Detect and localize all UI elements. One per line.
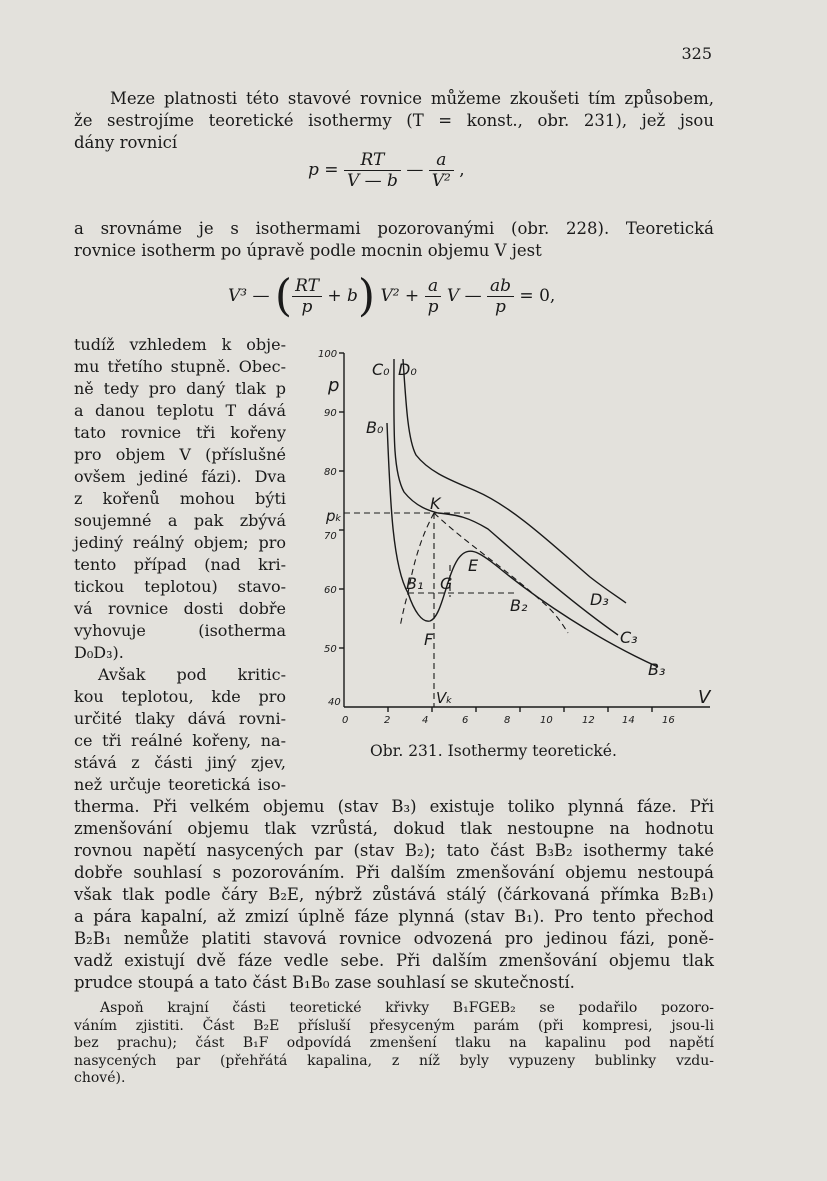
label-b1: B₁ [406,574,424,593]
text-line: nasycených par (přehřátá kapalina, z níž byly vypuzeny bublinky vzdu- [74,1052,714,1069]
x-tick-label: 0 [342,715,349,726]
text-line: stává z části jiný zjev, [74,753,286,772]
text-line: ně tedy pro daný tlak p [74,379,286,398]
text-line: tato rovnice tři kořeny [74,423,286,442]
text-line: a pára kapalní, až zmizí úplně fáze plynná (stav B₁). Pro tento přechod [74,907,714,926]
text-line: dány rovnicí [74,133,178,152]
label-b3: B₃ [648,660,666,679]
text-line: bez prachu); část B₁F odpovídá zmenšení tlaku na kapalinu pod napětí [74,1035,714,1051]
y-tick-label: 90 [324,408,337,419]
eq2-fraction-a [425,276,442,317]
text-line: tudíž vzhledem k obje- [74,335,286,354]
binodal-right [434,513,568,633]
eq1-fraction-a [429,150,454,191]
text-line: pro objem V (příslušné [74,445,286,464]
label-f: F [424,630,434,649]
page-number: 325 [681,44,712,63]
text-line: ovšem jediné fázi). Dva [74,467,286,486]
isotherm-figure [318,345,718,735]
eq2-fraction-ab [487,276,514,317]
text-line: však tlak podle čáry B₂E, nýbrž zůstává stálý (čárkovaná přímka B₂B₁) [74,885,714,904]
text-line: mu třetího stupně. Obec- [74,357,286,376]
label-c3: C₃ [620,628,638,647]
y-tick-label: 60 [324,585,337,596]
eq2-frac1-numerator: RT [292,276,322,297]
text-line: než určuje teoretická iso- [74,775,286,794]
binodal-left [400,513,434,627]
label-g: G [440,574,453,593]
eq1-frac2-denominator: V² [431,171,451,191]
eq2-v3: V³ — [228,286,270,306]
eq1-minus: — [406,160,424,180]
y-tick-label: 80 [324,467,337,478]
eq1-frac1-numerator: RT [344,150,401,171]
y-tick-label: 70 [324,531,337,542]
text-line: Aspoň krajní části teoretické křivky B₁FGEB₂ se podařilo pozoro- [100,1000,714,1016]
x-tick-label: 4 [422,715,429,726]
text-line: B₂B₁ nemůže platiti stavová rovnice odvozená pro jedinou fázi, poně- [74,929,714,948]
text-line: D₀D₃). [74,643,124,662]
eq1-frac1-denominator: V — b [346,171,398,191]
isotherm-c0-c3 [394,359,618,635]
text-line: váním zjistiti. Část B₂E přísluší přesyceným parám (při kompresi, jsou-li [74,1017,714,1034]
text-line: tento případ (nad kri- [74,555,286,574]
text-line: vadž existují dvě fáze vedle sebe. Při dalším zmenšování objemu tlak [74,951,714,970]
text-line: že sestrojíme teoretické isothermy (T = konst., obr. 231), jež jsou [74,111,714,130]
text-line: zmenšování objemu tlak vzrůstá, dokud tlak nestoupne na hodnotu [74,819,714,838]
label-c0: C₀ [372,360,390,379]
x-tick-label: 16 [662,715,675,726]
text-line: určité tlaky dává rovni- [74,709,286,728]
middle-paragraph [74,218,714,262]
text-line: rovnou napětí nasycených par (stav B₂); tato část B₃B₂ isothermy také [74,841,714,860]
eq2-frac3-denominator: p [495,297,506,317]
text-line: ce tři reálné kořeny, na- [74,731,286,750]
eq2-frac2-numerator: a [425,276,442,297]
text-line: vá rovnice dosti dobře [74,599,286,618]
text-line: dobře souhlasí s pozorováním. Při dalším zmenšování objemu nestoupá [74,863,714,882]
text-line: vyhovuje (isotherma [74,621,286,640]
text-line: Meze platnosti této stavové rovnice můžeme zkoušeti tím způsobem, [110,89,714,108]
equation-van-der-waals [308,150,465,191]
text-line: soujemné a pak zbývá [74,511,286,530]
x-tick-label: 14 [622,715,635,726]
x-tick-label: 10 [540,715,553,726]
intro-paragraph [74,88,714,154]
equation-cubic-volume: V³ — ( $\frac{RT}{p}$ + b) V² + $\frac{a}{p}$ V — $\frac{ab}{p}$ = 0, [228,270,556,322]
text-line: a danou teplotu T dává [74,401,286,420]
text-line: tickou teplotou) stavo- [74,577,286,596]
x-tick-label: 8 [504,715,511,726]
text-line: kou teplotou, kde pro [74,687,286,706]
eq2-v2-plus: V² + [380,286,420,306]
x-tick-label: 2 [384,715,391,726]
y-tick-label: 100 [318,349,338,360]
footnote-paragraph [74,1000,714,1088]
figure-caption: Obr. 231. Isothermy teoretické. [370,742,617,760]
eq1-tail: , [459,160,465,180]
text-line: chové). [74,1070,126,1086]
isotherm-d0-d3 [403,359,626,603]
eq2-plus-b: + b [327,286,358,306]
bottom-paragraph [74,796,714,994]
y-tick-label: 50 [324,644,337,655]
eq2-frac3-numerator: ab [487,276,514,297]
text-line: a srovnáme je s isothermami pozorovanými (obr. 228). Teoretická [74,219,714,238]
text-line: therma. Při velkém objemu (stav B₃) existuje toliko plynná fáze. Při [74,797,714,816]
eq2-fraction-rt [292,276,322,317]
text-line: Avšak pod kritic- [98,665,286,684]
x-axis-label: V [698,687,711,708]
eq1-lhs: p = [308,160,339,180]
label-k: K [430,494,441,513]
eq2-frac2-denominator: p [427,297,439,317]
label-d3: D₃ [590,590,609,609]
label-b2: B₂ [510,596,528,615]
critical-volume-label: Vₖ [436,689,453,707]
eq2-rhs: = 0, [519,286,556,306]
eq2-v-minus: V — [446,286,482,306]
eq1-fraction-rt [344,150,401,191]
eq2-frac1-denominator: p [301,297,313,317]
text-line: z kořenů mohou býti [74,489,286,508]
label-d0: D₀ [398,360,417,379]
x-tick-label: 12 [582,715,595,726]
text-line: rovnice isotherm po úpravě podle mocnin objemu V jest [74,241,542,260]
eq1-frac2-numerator: a [429,150,454,171]
text-line: jediný reálný objem; pro [74,533,286,552]
label-b0: B₀ [366,418,384,437]
text-line: prudce stoupá a tato část B₁B₀ zase souhlasí se skutečností. [74,973,575,992]
left-column-paragraph [74,334,286,796]
critical-pressure-label: pₖ [326,507,342,525]
y-axis-label: p [328,375,340,396]
y-tick-label: 40 [328,697,341,708]
x-tick-label: 6 [462,715,469,726]
label-e: E [468,556,479,575]
